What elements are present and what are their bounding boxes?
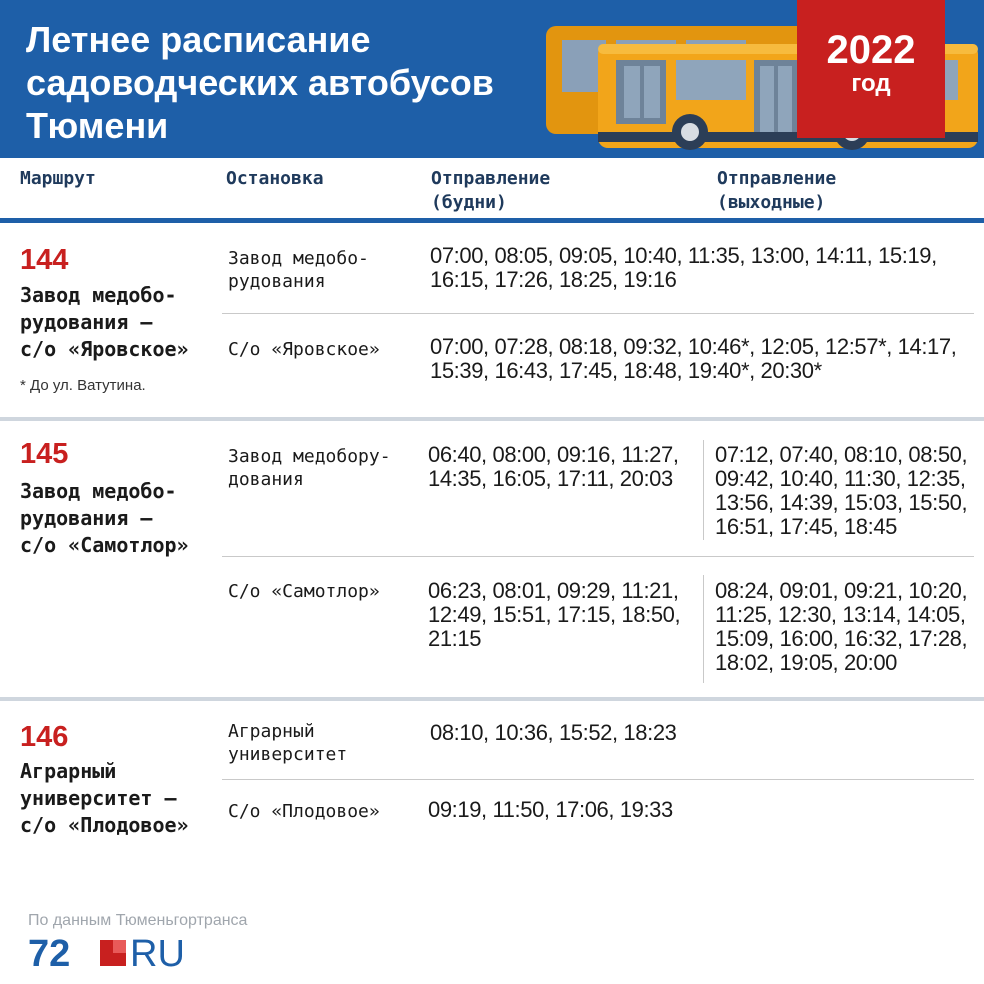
stop-name-line: Завод медобору- — [228, 446, 391, 467]
times-line: 18:02, 19:05, 20:00 — [715, 650, 898, 675]
title-line: Тюмени — [26, 105, 169, 146]
stop-name-line: С/о «Самотлор» — [228, 581, 380, 602]
year-word: год — [851, 70, 891, 97]
route-name-line: Завод медобо- — [20, 479, 177, 503]
column-header-route — [20, 167, 96, 191]
route-name-line: с/о «Яровское» — [20, 337, 189, 361]
stop-name-line: рудования — [228, 271, 326, 292]
stop-name-line: Аграрный — [228, 721, 315, 742]
times-line: 07:00, 08:05, 09:05, 10:40, 11:35, 13:00, 14:11, 15:19, — [430, 243, 937, 268]
weekday-times — [428, 579, 680, 651]
column-header-weekends — [717, 167, 836, 215]
route-name — [20, 758, 189, 839]
stop-name-line: Завод медобо- — [228, 248, 369, 269]
route-name-line: Аграрный — [20, 759, 117, 783]
route-number: 145 — [20, 438, 69, 470]
title-line: Летнее расписание — [26, 19, 371, 60]
column-header-weekends-line: Отправление — [717, 168, 837, 189]
route-name-line: рудования — — [20, 506, 153, 530]
stop-name — [228, 338, 380, 361]
header-divider — [0, 218, 984, 223]
column-header-weekdays-line: (будни) — [431, 192, 507, 213]
row-divider — [222, 556, 974, 557]
times-line: 16:51, 17:45, 18:45 — [715, 514, 898, 539]
times-line: 06:40, 08:00, 09:16, 11:27, — [428, 442, 679, 467]
stop-name-line: дования — [228, 469, 304, 490]
column-header-weekdays-line: Отправление — [431, 168, 551, 189]
route-name-line: университет — — [20, 786, 177, 810]
times-line: 09:19, 11:50, 17:06, 19:33 — [428, 797, 673, 822]
route-name-line: рудования — — [20, 310, 153, 334]
route-footnote: * До ул. Ватутина. — [20, 377, 146, 394]
times-line: 07:00, 07:28, 08:18, 09:32, 10:46*, 12:05, 12:57*, 14:17, — [430, 334, 957, 359]
times-line: 06:23, 08:01, 09:29, 11:21, — [428, 578, 679, 603]
stop-name — [228, 445, 391, 491]
route-name — [20, 282, 189, 363]
column-header-weekends-line: (выходные) — [717, 192, 826, 213]
route-name — [20, 478, 189, 559]
header-banner — [0, 0, 984, 158]
column-header-route-label: Маршрут — [20, 168, 96, 189]
title-line: садоводческих автобусов — [26, 62, 494, 103]
times-line: 11:25, 12:30, 13:14, 14:05, — [715, 602, 966, 627]
weekend-times — [715, 443, 967, 539]
weekend-times — [715, 579, 967, 675]
route-name-line: с/о «Самотлор» — [20, 533, 189, 557]
stop-name — [228, 247, 369, 293]
times-line: 12:49, 15:51, 17:15, 18:50, — [428, 602, 681, 627]
logo-number: 72 — [28, 933, 71, 975]
times-line: 08:10, 10:36, 15:52, 18:23 — [430, 720, 677, 745]
weekday-times — [428, 443, 679, 491]
times-line: 14:35, 16:05, 17:11, 20:03 — [428, 466, 673, 491]
route-number: 146 — [20, 721, 69, 753]
route-name-line: Завод медобо- — [20, 283, 177, 307]
route-name-line: с/о «Плодовое» — [20, 813, 189, 837]
departure-times — [428, 798, 673, 822]
times-line: 21:15 — [428, 626, 482, 651]
stop-name — [228, 800, 380, 823]
page-title — [26, 18, 494, 147]
stop-name-line: С/о «Плодовое» — [228, 801, 380, 822]
route-divider — [0, 417, 984, 421]
column-divider — [703, 440, 704, 540]
stop-name-line: университет — [228, 744, 348, 765]
times-line: 09:42, 10:40, 11:30, 12:35, — [715, 466, 966, 491]
logo-text: RU — [130, 933, 185, 975]
stop-name — [228, 580, 380, 603]
column-divider — [703, 575, 704, 683]
times-line: 07:12, 07:40, 08:10, 08:50, — [715, 442, 968, 467]
times-line: 16:15, 17:26, 18:25, 19:16 — [430, 267, 677, 292]
row-divider — [222, 779, 974, 780]
times-line: 13:56, 14:39, 15:03, 15:50, — [715, 490, 968, 515]
column-header-stop-label: Остановка — [226, 168, 324, 189]
source-credit: По данным Тюменьгортранса — [28, 912, 248, 929]
times-line: 08:24, 09:01, 09:21, 10:20, — [715, 578, 968, 603]
column-header-stop — [226, 167, 324, 191]
stop-name-line: С/о «Яровское» — [228, 339, 380, 360]
stop-name — [228, 720, 347, 766]
departure-times — [430, 244, 937, 292]
year-badge — [797, 0, 945, 138]
logo-square-icon — [100, 940, 126, 966]
route-divider — [0, 697, 984, 701]
times-line: 15:09, 16:00, 16:32, 17:28, — [715, 626, 968, 651]
year-number: 2022 — [826, 28, 916, 72]
times-line: 15:39, 16:43, 17:45, 18:48, 19:40*, 20:30* — [430, 358, 822, 383]
departure-times — [430, 721, 677, 745]
row-divider — [222, 313, 974, 314]
route-number: 144 — [20, 244, 69, 276]
departure-times — [430, 335, 956, 383]
column-header-weekdays — [431, 167, 550, 215]
